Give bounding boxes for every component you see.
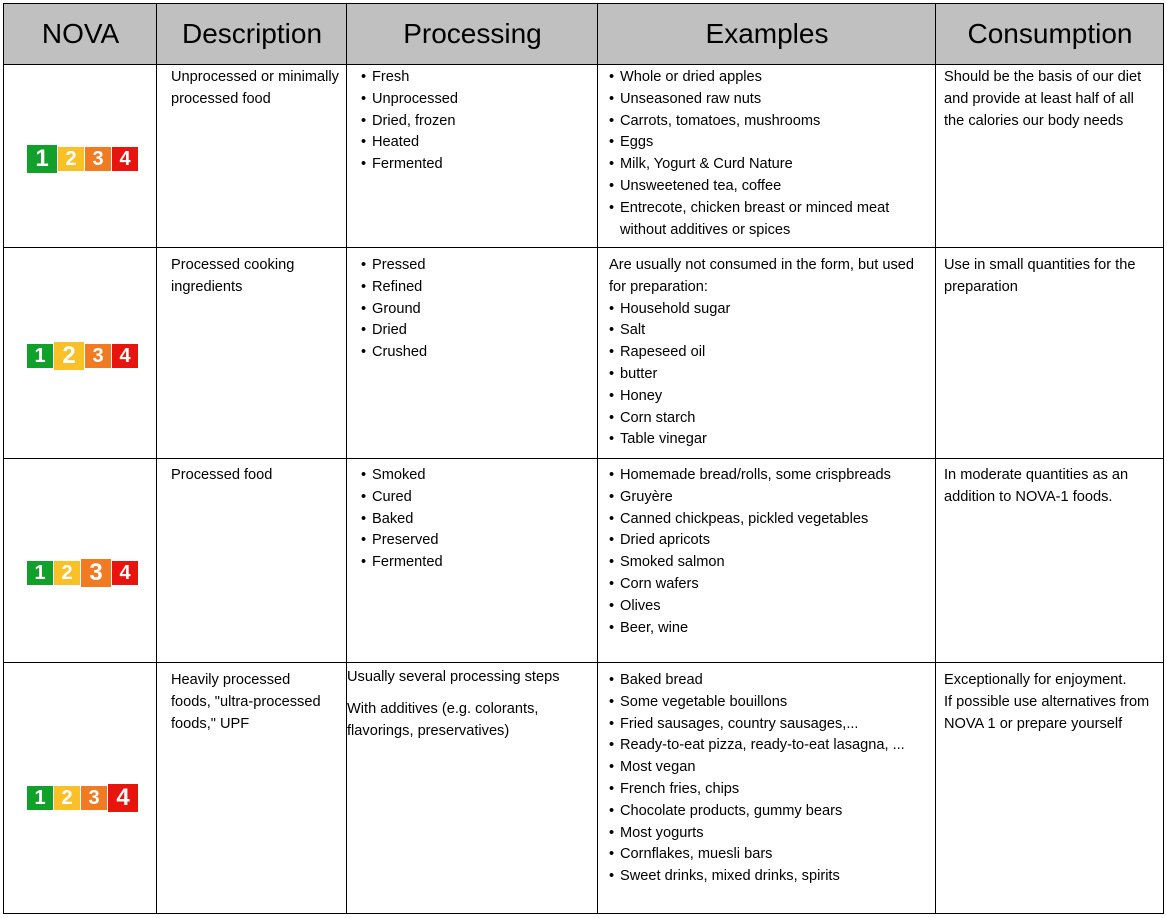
row3-examples [606,465,932,639]
nova-digit-2: 2 [54,561,80,585]
processing-text: With additives (e.g. colorants, flavorings, preservatives) [347,700,539,739]
nova-badge-2 [27,344,139,368]
row4-processing [347,667,594,742]
header-examples: Examples [705,18,829,49]
nova-digit-3: 3 [81,559,111,587]
nova-digit-1: 1 [27,786,53,810]
list-item: • Refined [358,277,594,299]
list-item: • Pressed [358,255,594,277]
list-item: • Eggs [606,132,932,154]
row1-description: Unprocessed or minimally processed food [171,69,339,107]
list-item: • Dried [358,320,594,342]
processing-text: Usually several processing steps [347,669,560,685]
header-processing: Processing [403,18,542,49]
list-item: • Corn wafers [606,574,932,596]
list-item: • Cured [358,487,594,509]
row1-processing [358,67,594,176]
row2-consumption [944,255,1156,299]
consumption-text: Exceptionally for enjoyment. [944,672,1127,688]
list-item: • Ground [358,299,594,321]
list-item: • Smoked [358,465,594,487]
row3-consumption [944,465,1156,509]
row-divider [4,662,1163,663]
list-item: • Unsweetened tea, coffee [606,176,932,198]
row-divider [4,458,1163,459]
list-item: • Olives [606,596,932,618]
nova-digit-2: 2 [54,786,80,810]
row2-processing [358,255,594,364]
list-item: • Corn starch [606,408,932,430]
row-divider [4,247,1163,248]
list-item: • Rapeseed oil [606,342,932,364]
list-item: • Baked [358,509,594,531]
header-row [4,4,1163,64]
list-item: • Whole or dried apples [606,67,932,89]
nova-digit-4: 4 [112,561,138,585]
list-item: • Heated [358,132,594,154]
list-item: • Preserved [358,530,594,552]
row1-consumption [944,67,1156,132]
list-item: • Fresh [358,67,594,89]
nova-digit-4: 4 [112,147,138,171]
nova-digit-4: 4 [112,344,138,368]
list-item: • Beer, wine [606,618,932,640]
nova-digit-2: 2 [58,147,84,171]
list-item: • Dried, frozen [358,111,594,133]
row3-description: Processed food [171,467,273,483]
nova-digit-1: 1 [27,145,57,173]
list-item: • Unseasoned raw nuts [606,89,932,111]
examples-intro: Are usually not consumed in the form, but used for preparation: [609,257,915,295]
nova-digit-1: 1 [27,561,53,585]
nova-badge-3 [27,561,139,585]
nova-digit-3: 3 [81,786,107,810]
list-item: • Gruyère [606,487,932,509]
nova-digit-1: 1 [27,344,53,368]
list-item: • Chocolate products, gummy bears [606,801,932,823]
list-item: • Honey [606,386,932,408]
nova-table [3,3,1164,914]
list-item: • Milk, Yogurt & Curd Nature [606,154,932,176]
list-item: • Some vegetable bouillons [606,692,932,714]
row2-description: Processed cooking ingredients [171,257,295,295]
list-item: • Canned chickpeas, pickled vegetables [606,509,932,531]
list-item: • Fermented [358,552,594,574]
list-item: • Salt [606,320,932,342]
nova-digit-3: 3 [85,147,111,171]
list-item: • butter [606,364,932,386]
list-item: • Fermented [358,154,594,176]
list-item: • Table vinegar [606,429,932,451]
list-item: • Smoked salmon [606,552,932,574]
consumption-text: In moderate quantities as an addition to NOVA-1 foods. [944,467,1129,505]
row2-examples [606,255,932,451]
list-item: • French fries, chips [606,779,932,801]
nova-badge-4 [27,786,139,810]
list-item: • Most vegan [606,757,932,779]
header-consumption: Consumption [967,18,1133,49]
consumption-text: Should be the basis of our diet and provide at least half of all the calories our body needs [944,69,1142,129]
list-item: • Crushed [358,342,594,364]
list-item: • Unprocessed [358,89,594,111]
consumption-text: Use in small quantities for the preparation [944,257,1136,295]
list-item: • Fried sausages, country sausages,... [606,714,932,736]
list-item: • Most yogurts [606,823,932,845]
row-divider [4,64,1163,65]
nova-digit-4: 4 [108,784,138,812]
row1-examples [606,67,932,241]
header-description: Description [181,18,323,49]
list-item: • Homemade bread/rolls, some crispbreads [606,465,932,487]
list-item: • Sweet drinks, mixed drinks, spirits [606,866,932,888]
row4-consumption [944,670,1156,735]
header-nova: NOVA [41,18,120,49]
nova-digit-3: 3 [85,344,111,368]
list-item: • Cornflakes, muesli bars [606,844,932,866]
list-item: • Household sugar [606,299,932,321]
list-item: • Dried apricots [606,530,932,552]
consumption-text: If possible use alternatives from NOVA 1 or prepare yourself [944,693,1150,732]
row4-examples [606,670,932,888]
list-item: • Entrecote, chicken breast or minced meat without additives or spices [606,198,932,242]
row4-description: Heavily processed foods, "ultra-processed foods," UPF [171,672,321,732]
row3-processing [358,465,594,574]
nova-digit-2: 2 [54,342,84,370]
list-item: • Baked bread [606,670,932,692]
nova-badge-1 [27,147,139,171]
list-item: • Carrots, tomatoes, mushrooms [606,111,932,133]
list-item: • Ready-to-eat pizza, ready-to-eat lasagna, ... [606,735,932,757]
